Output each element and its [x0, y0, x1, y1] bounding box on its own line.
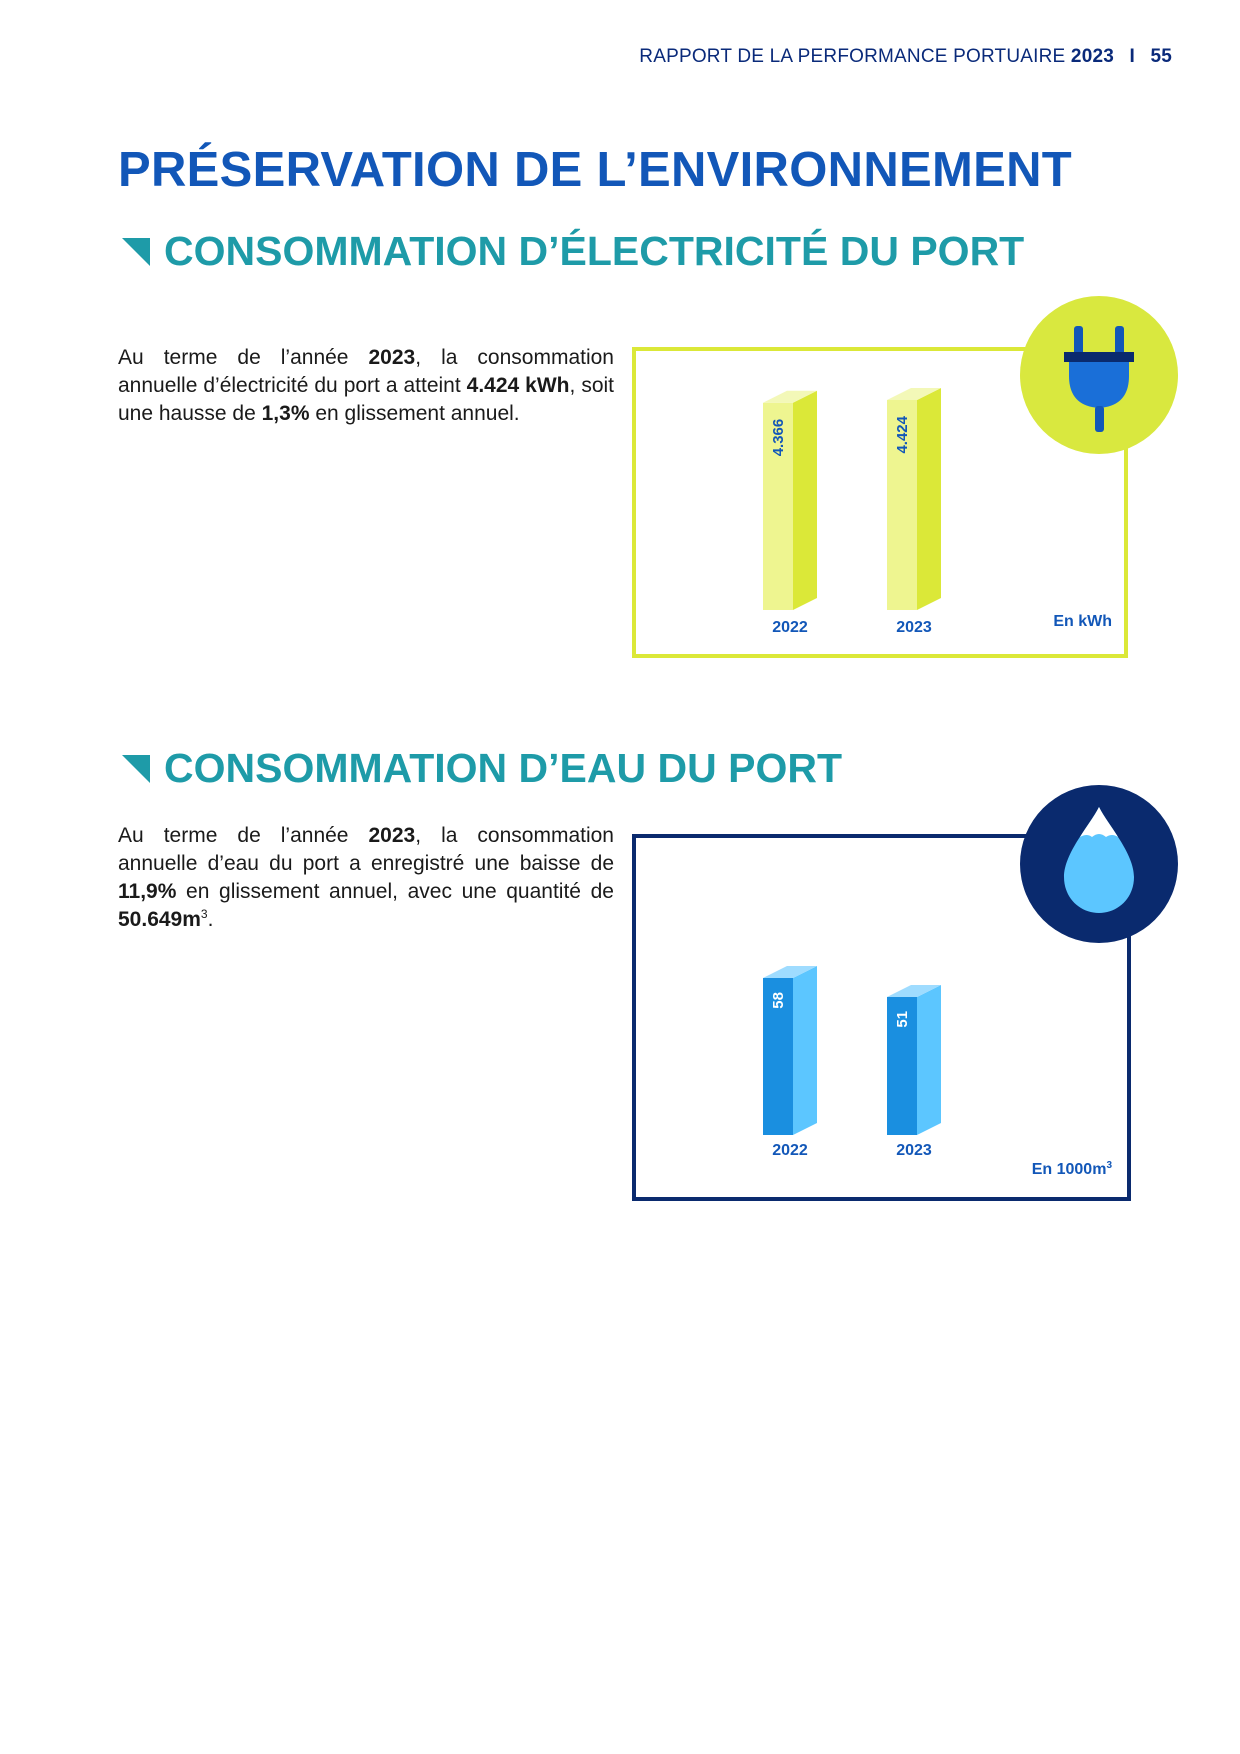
section-title-text: CONSOMMATION D’ÉLECTRICITÉ DU PORT [164, 228, 1025, 274]
bold-run: 1,3% [261, 402, 310, 425]
bold-run: 2023 [368, 346, 416, 369]
category-label: 2022 [772, 619, 808, 636]
text-run: en glissement annuel. [309, 402, 520, 425]
bold-run: 4.424 kWh [466, 374, 570, 397]
header-separator: I [1129, 46, 1135, 67]
bold-run: 50.649m [118, 908, 201, 931]
bar-value-label: 4.366 [770, 418, 787, 457]
unit-label: En kWh [1053, 613, 1112, 630]
bold-run: 2023 [368, 824, 416, 847]
bar-side [917, 985, 941, 1135]
text-run: en glissement annuel, avec une quantité de [176, 880, 614, 903]
category-label: 2023 [896, 619, 932, 636]
bar-side [793, 966, 817, 1135]
text-run: , soit une hausse de [118, 374, 614, 425]
page-title: PRÉSERVATION DE L’ENVIRONNEMENT [118, 143, 1073, 197]
bar-value-label: 4.424 [894, 416, 911, 454]
unit-superscript: 3 [1106, 1160, 1112, 1171]
text-run: , la consommation annuelle d’eau du port a enregistré une baisse de [118, 824, 614, 875]
water-drop-icon [1020, 785, 1178, 943]
text-run: . [207, 908, 214, 931]
category-label: 2023 [896, 1142, 932, 1159]
bar-2023 [887, 985, 941, 1135]
report-year: 2023 [1070, 46, 1114, 67]
text-run: , la consommation annuelle d’électricité du port a atteint [118, 346, 614, 397]
bar-value-label: 51 [894, 1010, 911, 1028]
category-label: 2022 [772, 1142, 808, 1159]
page-number: 55 [1150, 46, 1172, 67]
bar-2022 [763, 966, 817, 1135]
text-run: Au terme de l’année [118, 824, 369, 847]
report-title: RAPPORT DE LA PERFORMANCE PORTUAIRE [639, 46, 1066, 67]
bold-run: 11,9% [118, 880, 177, 903]
text-run: Au terme de l’année [118, 346, 369, 369]
section-title-text: CONSOMMATION D’EAU DU PORT [164, 745, 843, 791]
unit-label: En $1000m^3$ [1031, 1160, 1112, 1178]
bar-value-label: 58 [770, 992, 787, 1009]
superscript: 3 [200, 907, 208, 921]
